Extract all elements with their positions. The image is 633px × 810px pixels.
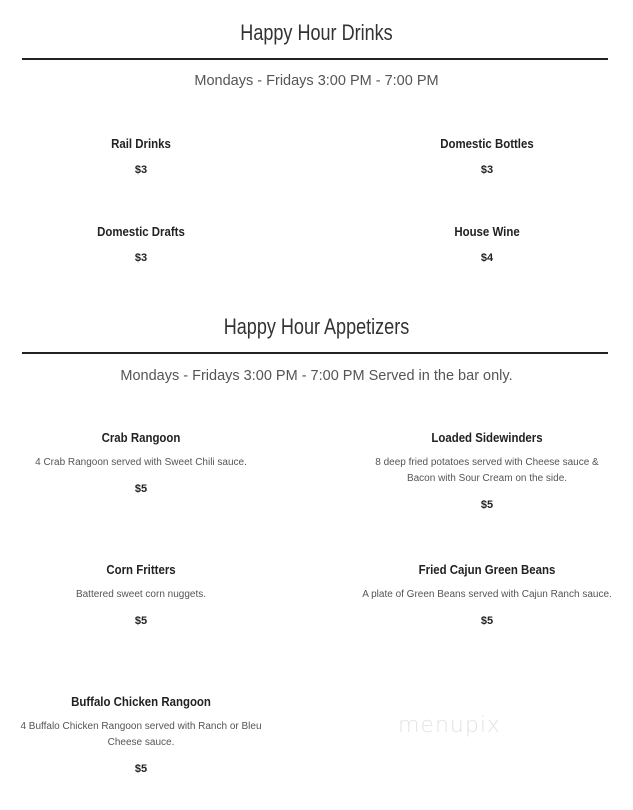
drink-price: $3	[134, 252, 148, 264]
drink-item	[0, 224, 291, 265]
drink-price: $3	[134, 164, 148, 176]
appetizer-name: Loaded Sidewinders	[431, 430, 543, 445]
drink-price: $4	[480, 252, 494, 264]
appetizers-subtitle: Mondays - Fridays 3:00 PM - 7:00 PM Served in the bar only.	[120, 368, 513, 384]
appetizer-name: Fried Cajun Green Beans	[418, 562, 556, 577]
appetizer-item	[337, 562, 633, 628]
drink-name: Domestic Drafts	[97, 224, 185, 239]
appetizer-item	[0, 430, 291, 496]
appetizer-price: $5	[134, 615, 148, 627]
drink-name: House Wine	[454, 224, 520, 239]
drinks-divider	[22, 58, 608, 60]
appetizer-description: A plate of Green Beans served with Cajun Ranch sauce.	[362, 589, 612, 600]
appetizer-price: $5	[134, 483, 148, 495]
appetizers-section-title: Happy Hour Appetizers	[223, 314, 410, 339]
drink-item	[0, 136, 291, 177]
appetizer-description: 8 deep fried potatoes served with Cheese sauce & Bacon with Sour Cream on the side.	[375, 457, 599, 484]
appetizer-price: $5	[480, 499, 494, 511]
menupix-watermark: menupix	[398, 713, 501, 738]
drinks-subtitle: Mondays - Fridays 3:00 PM - 7:00 PM	[194, 73, 439, 89]
appetizer-description: Battered sweet corn nuggets.	[75, 589, 207, 600]
drinks-section-title: Happy Hour Drinks	[240, 20, 393, 45]
appetizer-name: Buffalo Chicken Rangoon	[71, 694, 211, 709]
drink-item	[337, 136, 633, 177]
drink-name: Rail Drinks	[111, 136, 171, 151]
drink-item	[337, 224, 633, 265]
appetizer-price: $5	[134, 763, 148, 775]
appetizer-item	[0, 694, 291, 776]
appetizer-description: 4 Buffalo Chicken Rangoon served with Ranch or Bleu Cheese sauce.	[20, 721, 262, 748]
appetizer-name: Corn Fritters	[106, 562, 176, 577]
drink-name: Domestic Bottles	[440, 136, 534, 151]
appetizers-divider	[22, 352, 608, 354]
appetizer-item	[337, 430, 633, 512]
appetizer-price: $5	[480, 615, 494, 627]
appetizer-description: 4 Crab Rangoon served with Sweet Chili sauce.	[35, 457, 247, 468]
appetizer-item	[0, 562, 291, 628]
drink-price: $3	[480, 164, 494, 176]
appetizer-name: Crab Rangoon	[101, 430, 181, 445]
